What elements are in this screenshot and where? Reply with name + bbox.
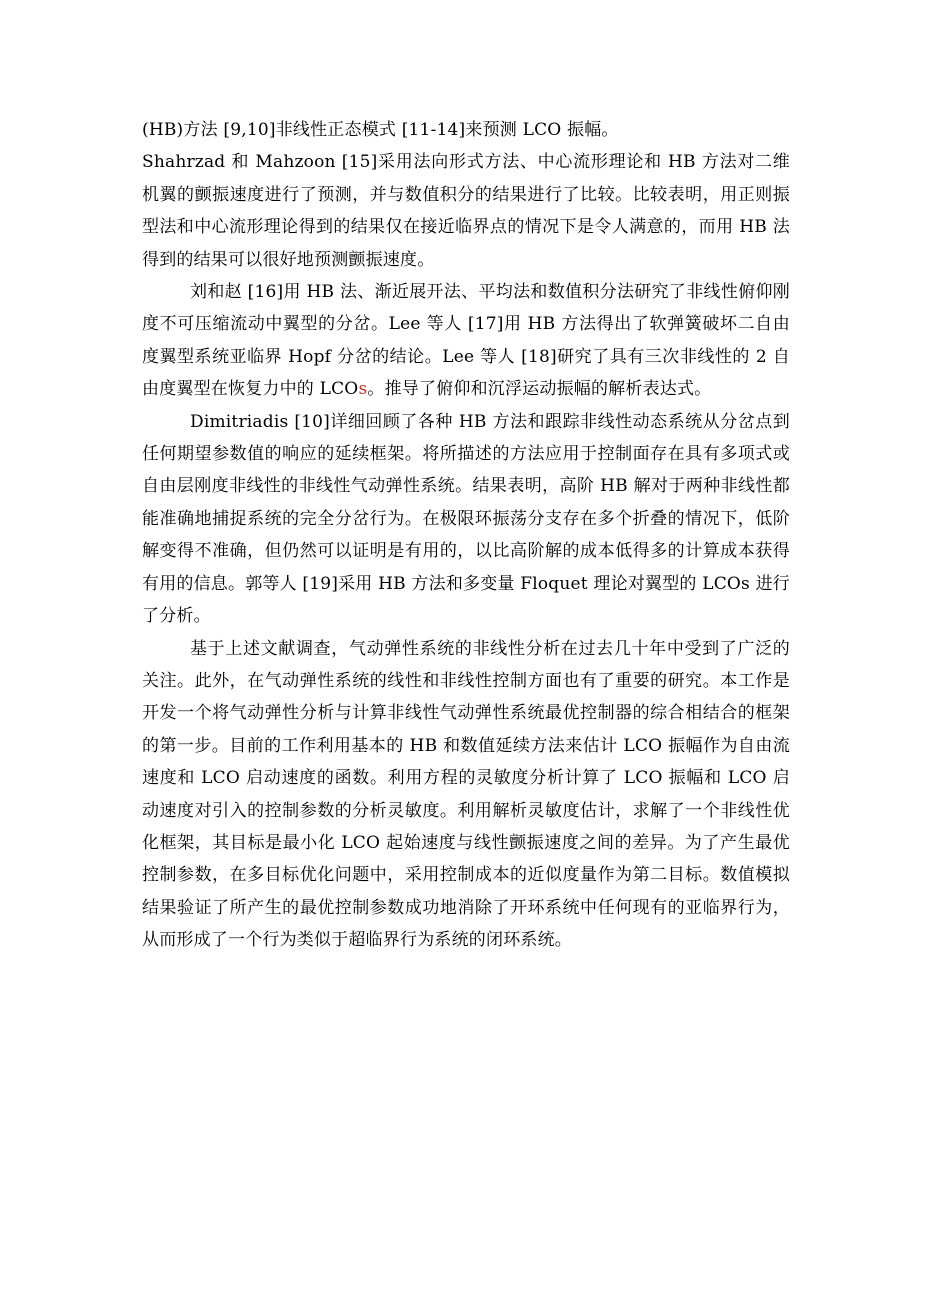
- paragraph-3: [142, 276, 790, 406]
- paragraph-3-text-before: 刘和赵 [16]用 HB 法、渐近展开法、平均法和数值积分法研究了非线性俯仰刚度不可压缩流动中翼型的分岔。Lee 等人 [17]用 HB 方法得出了软弹簧破坏二自由度翼型系统亚临界 Hopf 分岔的结论。Lee 等人 [18]研究了具有三次非线性的 2 自由度翼型在恢复力中的 LCO: [142, 282, 790, 400]
- paragraph-1: (HB)方法 [9,10]非线性正态模式 [11-14]来预测 LCO 振幅。: [142, 120, 619, 140]
- paragraph-4: Dimitriadis [10]详细回顾了各种 HB 方法和跟踪非线性动态系统从分岔点到任何期望参数值的响应的延续框架。将所描述的方法应用于控制面存在具有多项式或自由层刚度非线性的非线性气动弹性系统。结果表明，高阶 HB 解对于两种非线性都能准确地捕捉系统的完全分岔行为。在极限环振荡分支存在多个折叠的情况下，低阶解变得不准确，但仍然可以证明是有用的，以比高阶解的成本低得多的计算成本获得有用的信息。郭等人 [19]采用 HB 方法和多变量 Floquet 理论对翼型的 LCOs 进行了分析。: [142, 411, 790, 627]
- paragraph-3-highlight: s: [358, 379, 368, 400]
- document-page: [142, 114, 790, 957]
- paragraph-5: 基于上述文献调查，气动弹性系统的非线性分析在过去几十年中受到了广泛的关注。此外，在气动弹性系统的线性和非线性控制方面也有了重要的研究。本工作是开发一个将气动弹性分析与计算非线性气动弹性系统最优控制器的综合相结合的框架的第一步。目前的工作利用基本的 HB 和数值延续方法来估计 LCO 振幅作为自由流速度和 LCO 启动速度的函数。利用方程的灵敏度分析计算了 LCO 振幅和 LCO 启动速度对引入的控制参数的分析灵敏度。利用解析灵敏度估计，求解了一个非线性优化框架，其目标是最小化 LCO 起始速度与线性颤振速度之间的差异。为了产生最优控制参数，在多目标优化问题中，采用控制成本的近似度量作为第二目标。数值模拟结果验证了所产生的最优控制参数成功地消除了开环系统中任何现有的亚临界行为，从而形成了一个行为类似于超临界行为系统的闭环系统。: [142, 638, 790, 951]
- paragraph-2: Shahrzad 和 Mahzoon [15]采用法向形式方法、中心流形理论和 HB 方法对二维机翼的颤振速度进行了预测，并与数值积分的结果进行了比较。比较表明，用正则振型法和中心流形理论得到的结果仅在接近临界点的情况下是令人满意的，而用 HB 法得到的结果可以很好地预测颤振速度。: [142, 152, 790, 270]
- paragraph-3-text-after: 。推导了俯仰和沉浮运动振幅的解析表达式。: [367, 379, 712, 400]
